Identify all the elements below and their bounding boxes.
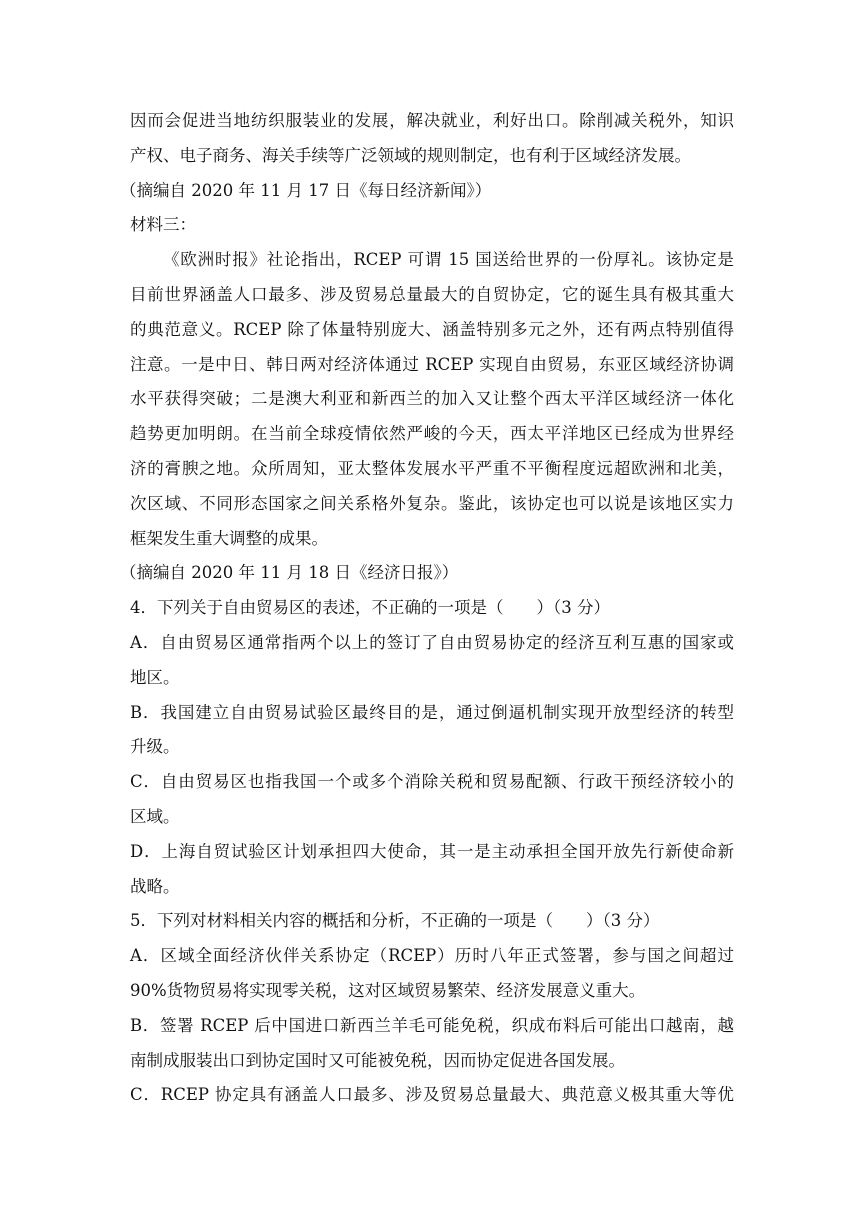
question-4-option-c: C．自由贸易区也指我国一个或多个消除关税和贸易配额、行政干预经济较小的	[130, 772, 734, 792]
question-5-option-c: C．RCEP 协定具有涵盖人口最多、涉及贸易总量最大、典范意义极其重大等优	[130, 1085, 734, 1105]
text-line: 注意。一是中日、韩日两对经济体通过 RCEP 实现自由贸易，东亚区域经济协调	[130, 354, 734, 374]
question-4-option-b: B．我国建立自由贸易试验区最终目的是，通过倒逼机制实现开放型经济的转型	[130, 702, 734, 722]
text-line: 产权、电子商务、海关手续等广泛领域的规则制定，也有利于区域经济发展。	[130, 145, 691, 165]
document-page	[120, 104, 734, 1113]
question-5: 5．下列对材料相关内容的概括和分析，不正确的一项是（ ）（3 分）	[130, 911, 660, 931]
text-line: 目前世界涵盖人口最多、涉及贸易总量最大的自贸协定，它的诞生具有极其重大	[130, 284, 734, 304]
text-line: 济的膏腴之地。众所周知，亚太整体发展水平严重不平衡程度远超欧洲和北美，	[130, 458, 734, 478]
text-line: 因而会促进当地纺织服装业的发展，解决就业，利好出口。除削减关税外，知识	[130, 111, 734, 130]
text-line: 框架发生重大调整的成果。	[130, 528, 328, 548]
text-line: 次区域、不同形态国家之间关系格外复杂。鉴此，该协定也可以说是该地区实力	[130, 493, 734, 513]
question-5-option-a-cont: 90%货物贸易将实现零关税，这对区域贸易繁荣、经济发展意义重大。	[130, 980, 646, 1000]
text-line: 的典范意义。RCEP 除了体量特别庞大、涵盖特别多元之外，还有两点特别值得	[130, 319, 734, 339]
text-line: 趋势更加明朗。在当前全球疫情依然严峻的今天，西太平洋地区已经成为世界经	[130, 424, 734, 444]
question-4-option-a-cont: 地区。	[130, 667, 180, 687]
question-5-option-b: B．签署 RCEP 后中国进口新西兰羊毛可能免税，织成布料后可能出口越南，越	[130, 1015, 734, 1035]
text-line: 水平获得突破；二是澳大利亚和新西兰的加入又让整个西太平洋区域经济一体化	[130, 389, 734, 409]
question-4-option-a: A．自由贸易区通常指两个以上的签订了自由贸易协定的经济互利互惠的国家或	[130, 632, 734, 652]
question-4-option-c-cont: 区域。	[130, 806, 180, 826]
question-4-option-d: D．上海自贸试验区计划承担四大使命，其一是主动承担全国开放先行新使命新	[130, 841, 734, 861]
question-4-option-d-cont: 战略。	[130, 876, 180, 896]
text-line: 《欧洲时报》社论指出，RCEP 可谓 15 国送给世界的一份厚礼。该协定是	[163, 250, 734, 270]
question-4-option-b-cont: 升级。	[130, 737, 180, 757]
question-4: 4．下列关于自由贸易区的表述，不正确的一项是（ ）（3 分）	[130, 598, 610, 618]
source-citation: （摘编自 2020 年 11 月 17 日《每日经济新闻》）	[120, 180, 492, 200]
question-5-option-a: A．区域全面经济伙伴关系协定（RCEP）历时八年正式签署，参与国之间超过	[130, 946, 734, 966]
question-5-option-b-cont: 南制成服装出口到协定国时又可能被免税，因而协定促进各国发展。	[130, 1050, 625, 1070]
section-heading: 材料三：	[130, 215, 196, 235]
source-citation: （摘编自 2020 年 11 月 18 日《经济日报》）	[120, 563, 459, 583]
